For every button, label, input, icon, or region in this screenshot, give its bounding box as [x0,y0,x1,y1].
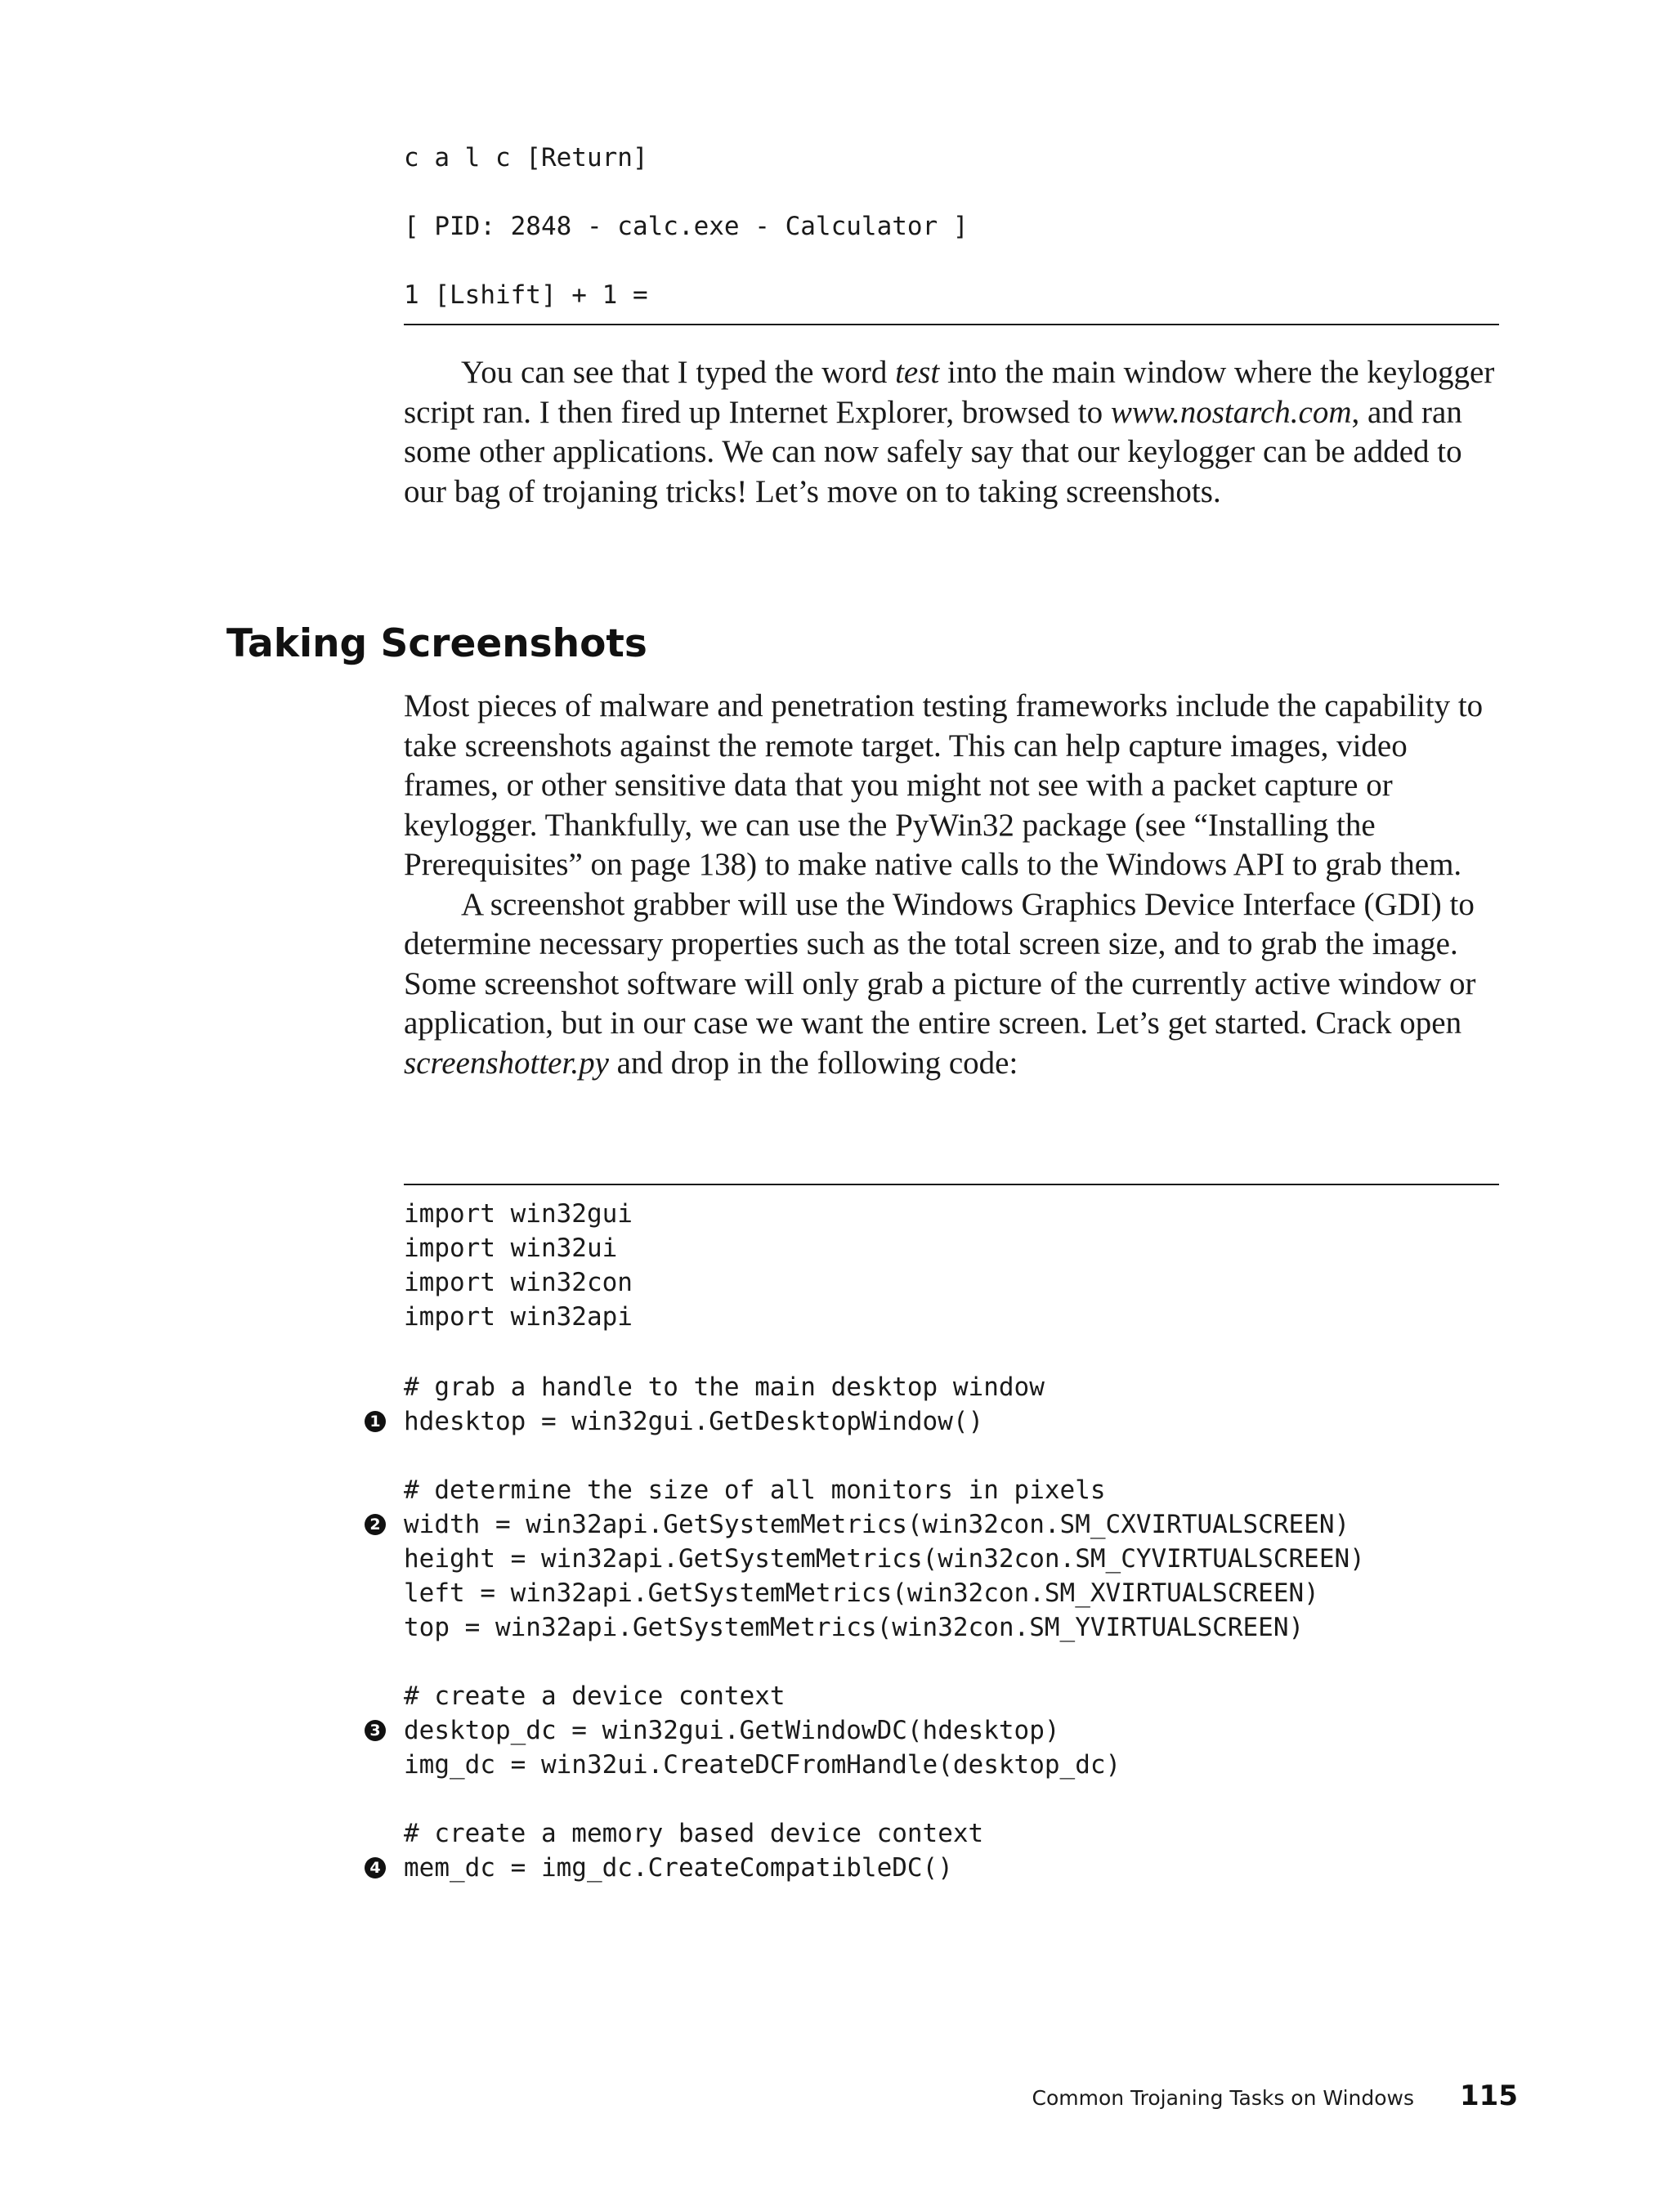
italic-url: www.nostarch.com [1110,394,1352,430]
code-line: top = win32api.GetSystemMetrics(win32con.SM_YVIRTUALSCREEN) [404,1613,1305,1642]
code-output-line: [ PID: 2848 - calc.exe - Calculator ] [404,212,969,241]
code-line: hdesktop = win32gui.GetDesktopWindow() [404,1407,984,1436]
text-run: You can see that I typed the word [461,355,896,390]
code-block-divider [404,1184,1499,1185]
code-line: import win32gui [404,1199,633,1229]
callout-marker-1: 1 [365,1411,386,1432]
paragraph [404,885,1499,1084]
text-run: , and ran some other applications. We can now safely say that our keylogger can be added to our bag of trojaning tricks! Let’s move on to taking screenshots. [404,394,1462,509]
text-run: into the main window where the keylogger script ran. I then fired up Internet Explorer, browsed to [404,355,1495,430]
code-line: left = win32api.GetSystemMetrics(win32con.SM_XVIRTUALSCREEN) [404,1578,1319,1608]
section-body [404,687,1499,1083]
code-line: mem_dc = img_dc.CreateCompatibleDC() [404,1853,953,1883]
running-footer-title: Common Trojaning Tasks on Windows [1032,2086,1414,2110]
code-line: height = win32api.GetSystemMetrics(win32con.SM_CYVIRTUALSCREEN) [404,1544,1365,1574]
code-line: img_dc = win32ui.CreateDCFromHandle(desktop_dc) [404,1750,1121,1780]
callout-marker-4: 4 [365,1857,386,1878]
code-block-divider [404,324,1499,325]
code-line: import win32api [404,1302,633,1332]
intro-paragraph [404,353,1499,512]
code-line: import win32ui [404,1234,618,1263]
text-run: and drop in the following code: [608,1045,1018,1081]
code-comment: # determine the size of all monitors in pixels [404,1475,1106,1505]
italic-filename: screenshotter.py [404,1045,609,1081]
callout-marker-2: 2 [365,1514,386,1535]
callout-marker-3: 3 [365,1720,386,1741]
page-number: 115 [1460,2080,1518,2112]
code-line: desktop_dc = win32gui.GetWindowDC(hdesktop) [404,1716,1060,1745]
section-heading: Taking Screenshots [226,621,647,666]
code-comment: # grab a handle to the main desktop window [404,1372,1045,1402]
code-comment: # create a device context [404,1681,786,1711]
code-comment: # create a memory based device context [404,1819,984,1848]
code-line: import win32con [404,1268,633,1297]
italic-term: test [895,355,940,390]
paragraph: Most pieces of malware and penetration testing frameworks include the capability to take screenshots against the remote target. This can help capture images, video frames, or other sensitive data that you might not see with a packet capture or keylogger. Thankfully, we can use the PyWin32 package (see “Installing the Prerequisites” on page 138) to make native calls to the Windows API to grab them. [404,688,1484,882]
code-line: width = win32api.GetSystemMetrics(win32con.SM_CXVIRTUALSCREEN) [404,1510,1350,1539]
code-output-line: c a l c [Return] [404,143,648,172]
code-output-line: 1 [Lshift] + 1 = [404,280,648,310]
text-run: A screenshot grabber will use the Windows Graphics Device Interface (GDI) to determine necessary properties such as the total screen size, and to grab the image. Some screenshot software will only grab a picture of the currently active window or application, but in our case we want the entire screen. Let’s get started. Crack open [404,886,1476,1041]
